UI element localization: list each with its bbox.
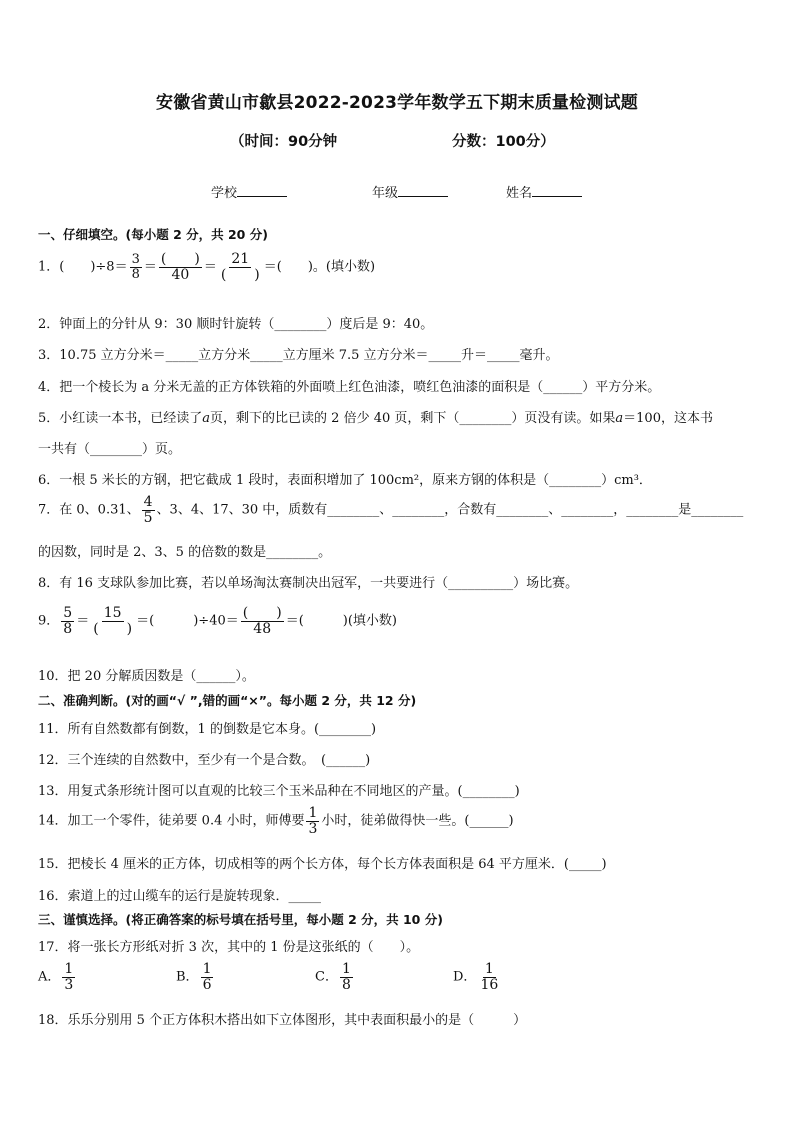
q7-f-num: 4 [143, 494, 153, 510]
q5-var: a [202, 411, 211, 426]
q5-text-c: ＝100，这本书 [623, 411, 713, 426]
question-10: 10．把 20 分解质因数是（______）。 [38, 669, 255, 684]
q17-option-c-fraction [340, 962, 353, 992]
exam-time: （时间：90分钟 [230, 134, 338, 150]
question-8: 8．有 16 支球队参加比赛，若以单场淘汰赛制决出冠军，一共要进行（__________）场比赛。 [38, 576, 579, 591]
question-12: 12．三个连续的自然数中，至少有一个是合数。 (______) [38, 753, 371, 768]
question-4: 4．把一个棱长为 a 分米无盖的正方体铁箱的外面喷上红色油漆，喷红色油漆的面积是（______）平方分米。 [38, 380, 661, 395]
q1-f1-num: 3 [131, 252, 140, 268]
q1-f1-den: 8 [131, 266, 140, 282]
q9-text-c: ＝( )(填小数) [285, 613, 397, 629]
page-title: 安徽省黄山市歙县2022-2023学年数学五下期末质量检测试题 [156, 93, 638, 113]
q1-text-b: ＝( )。(填小数) [263, 259, 376, 275]
school-field [211, 182, 287, 201]
q14-f-num: 1 [308, 805, 318, 821]
q7-text-b: 、3、4、17、30 中，质数有________、________，合数有________、________，________是________ [156, 502, 744, 518]
name-label: 姓名 [506, 186, 533, 201]
grade-blank [398, 183, 448, 197]
q9-fraction-1 [61, 606, 74, 636]
q1-eq-2: ＝ [203, 259, 217, 275]
q17-b-num: 1 [202, 961, 212, 977]
school-label: 学校 [211, 186, 238, 201]
q14-f-den: 3 [308, 820, 318, 837]
q17-option-c-label: C． [315, 969, 338, 985]
q9-f3-den: 48 [253, 620, 272, 637]
q9-f1-den: 8 [63, 620, 73, 637]
q17-c-num: 1 [341, 961, 351, 977]
section-true-false: 二、准确判断。(对的画“√ ”,错的画“×”。每小题 2 分，共 12 分) [38, 693, 417, 708]
question-6: 6．一根 5 米长的方钢，把它截成 1 段时，表面积增加了 100cm²，原来方钢的体积是（________）cm³． [38, 473, 652, 488]
q17-d-den: 16 [480, 976, 499, 993]
q1-fraction-1 [130, 253, 142, 281]
q17-option-b[interactable] [176, 962, 215, 992]
q5-text-a: 5．小红读一本书，已经读了 [38, 411, 203, 426]
q9-text-b: ＝( )÷40＝ [136, 613, 239, 629]
q17-c-den: 8 [341, 976, 351, 993]
question-7 [38, 495, 743, 525]
q7-f-den: 5 [143, 509, 153, 526]
q1-fraction-3 [219, 252, 262, 282]
section-multiple-choice: 三、谨慎选择。(将正确答案的标号填在括号里，每小题 2 分，共 10 分) [38, 912, 443, 927]
q14-text-a: 14．加工一个零件，徒弟要 0.4 小时，师傅要 [38, 813, 305, 829]
question-15: 15．把棱长 4 厘米的正方体，切成相等的两个长方体，每个长方体表面积是 64 平方厘米．(_____) [38, 857, 607, 872]
q17-option-d[interactable] [453, 962, 502, 992]
q7-text-a: 7．在 0、0.31、 [38, 502, 140, 518]
q17-a-num: 1 [64, 961, 74, 977]
question-16: 16．索道上的过山缆车的运行是旋转现象．_____ [38, 889, 322, 904]
grade-field [372, 182, 448, 201]
q1-fraction-2 [159, 252, 202, 282]
q17-b-den: 6 [202, 976, 212, 993]
name-field [506, 182, 582, 201]
question-11: 11．所有自然数都有倒数，1 的倒数是它本身。(________) [38, 722, 377, 737]
question-1 [38, 252, 375, 282]
q9-f2-num: 15 [103, 605, 122, 621]
question-2: 2．钟面上的分针从 9：30 顺时针旋转（________）度后是 9：40。 [38, 317, 434, 332]
q17-a-den: 3 [64, 976, 74, 993]
question-5-line-2: 一共有（________）页。 [38, 442, 182, 457]
q14-fraction [306, 806, 319, 836]
question-14 [38, 806, 514, 836]
q1-f2-num: ( ) [160, 251, 200, 267]
q17-option-a-fraction [62, 962, 75, 992]
question-13: 13．用复式条形统计图可以直观的比较三个玉米品种在不同地区的产量。(________) [38, 784, 520, 799]
q5-text-b: 页，剩下的比已读的 2 倍少 40 页，剩下（________）页没有读。如果 [210, 411, 616, 426]
school-blank [237, 183, 287, 197]
q9-f3-num: ( ) [242, 605, 282, 621]
q5-var2: a [615, 411, 624, 426]
question-5 [38, 407, 713, 426]
q17-d-num: 1 [484, 961, 494, 977]
q17-option-c[interactable] [315, 962, 355, 992]
q9-text-a: 9． [38, 613, 60, 629]
q9-eq: ＝ [76, 613, 90, 629]
name-blank [532, 183, 582, 197]
q1-eq-1: ＝ [143, 259, 157, 275]
q17-option-d-fraction [478, 962, 500, 992]
question-9 [38, 606, 397, 636]
q17-option-d-label: D． [453, 969, 477, 985]
exam-score: 分数：100分） [452, 134, 555, 150]
q9-f1-num: 5 [63, 605, 73, 621]
grade-label: 年级 [372, 186, 399, 201]
q9-fraction-2 [91, 606, 134, 636]
q1-f2-den: 40 [171, 266, 190, 283]
q17-option-b-fraction [201, 962, 214, 992]
question-18: 18．乐乐分别用 5 个正方体积木搭出如下立体图形，其中表面积最小的是（ ） [38, 1013, 527, 1028]
question-17: 17．将一张长方形纸对折 3 次，其中的 1 份是这张纸的（ ）。 [38, 940, 420, 955]
section-fill-blanks: 一、仔细填空。(每小题 2 分，共 20 分) [38, 227, 268, 242]
q17-option-a-label: A． [38, 969, 61, 985]
question-3: 3．10.75 立方分米＝_____立方分米_____立方厘米 7.5 立方分米＝_____升＝_____毫升。 [38, 348, 559, 363]
q17-option-a[interactable] [38, 962, 77, 992]
q9-f2-den: ( ) [93, 620, 133, 637]
question-7-line-2: 的因数，同时是 2、3、5 的倍数的数是________。 [38, 545, 332, 560]
q9-fraction-3 [241, 606, 284, 636]
q7-fraction [142, 495, 155, 525]
q1-f3-num: 21 [231, 251, 250, 267]
q1-text-a: 1．( )÷8＝ [38, 259, 128, 275]
q17-option-b-label: B． [176, 969, 199, 985]
q1-f3-den: ( ) [220, 266, 260, 283]
q14-text-b: 小时，徒弟做得快一些。(______) [321, 813, 514, 829]
